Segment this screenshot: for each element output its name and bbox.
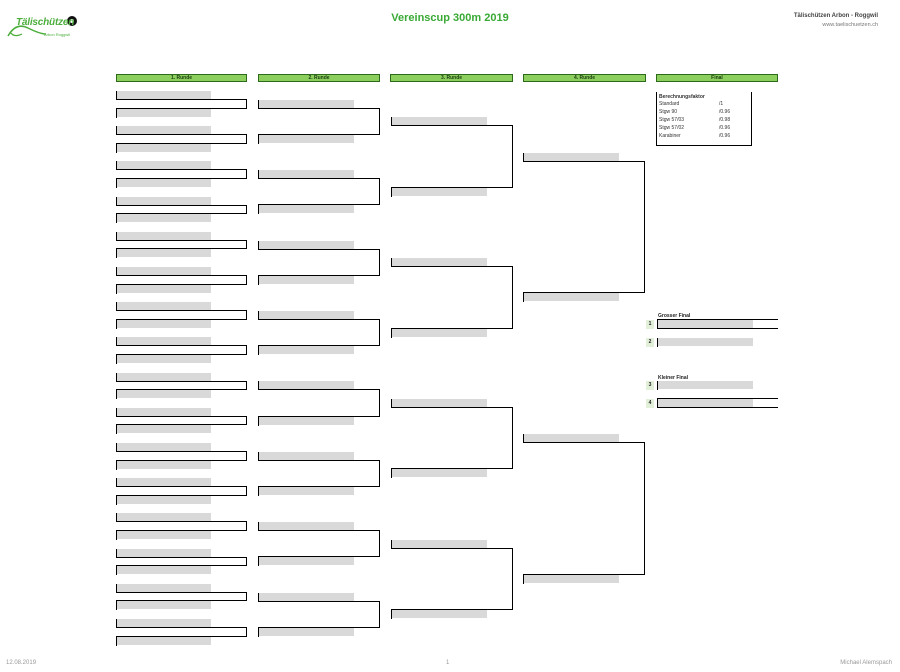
entry-slot[interactable] (116, 566, 211, 574)
entry-slot[interactable] (523, 153, 619, 161)
bracket-line (116, 565, 247, 566)
entry-slot-edge (391, 329, 392, 338)
bracket-line (116, 600, 247, 601)
logo-subtext: Arbon Roggwil (44, 32, 71, 37)
bracket-line (523, 292, 645, 293)
bracket-connector (246, 592, 247, 601)
entry-slot-edge (523, 575, 524, 584)
entry-slot[interactable] (391, 329, 487, 337)
bracket-line (523, 161, 645, 162)
entry-slot-edge (258, 557, 259, 566)
entry-slot[interactable] (116, 584, 211, 592)
bracket-line (116, 319, 247, 320)
footer-author: Michael Alemspach (840, 660, 892, 666)
round-header-2: 2. Runde (258, 74, 380, 82)
entry-slot[interactable] (258, 346, 354, 354)
entry-slot-edge (258, 487, 259, 496)
bracket-connector (379, 601, 380, 628)
round-header-3: 3. Runde (390, 74, 513, 82)
entry-slot[interactable] (116, 549, 211, 557)
bracket-line (116, 178, 247, 179)
entry-slot[interactable] (116, 109, 211, 117)
entry-slot[interactable] (391, 610, 487, 618)
factor-label: Standard (659, 101, 680, 107)
entry-slot[interactable] (116, 197, 211, 205)
bracket-connector (246, 99, 247, 109)
entry-slot[interactable] (116, 531, 211, 539)
bracket-line (391, 407, 513, 408)
bracket-connector (379, 108, 380, 135)
bracket-line (391, 548, 513, 549)
entry-slot[interactable] (116, 302, 211, 310)
bracket-line (391, 468, 513, 469)
bracket-line (258, 556, 380, 557)
entry-slot[interactable] (116, 443, 211, 451)
entry-slot[interactable] (391, 469, 487, 477)
bracket-line (116, 557, 247, 558)
entry-slot-edge (116, 249, 117, 258)
bracket-line (258, 275, 380, 276)
bracket-line (116, 284, 247, 285)
bracket-line (116, 354, 247, 355)
bracket-line (116, 592, 247, 593)
bracket-line (258, 178, 380, 179)
bracket-line (116, 240, 247, 241)
entry-slot-edge (258, 135, 259, 144)
bracket-line (116, 486, 247, 487)
bracket-connector (512, 266, 513, 329)
factor-value: /0.96 (719, 125, 731, 131)
entry-slot-edge (258, 346, 259, 355)
club-url[interactable]: www.taelischuetzen.ch (822, 22, 878, 28)
entry-slot-edge (116, 179, 117, 188)
bracket-connector (246, 205, 247, 214)
entry-slot-edge (116, 461, 117, 470)
bracket-line (258, 627, 380, 628)
final-slot-line (657, 407, 778, 408)
small-final-label: Kleiner Final (658, 375, 689, 381)
entry-slot-edge (116, 285, 117, 294)
entry-slot[interactable] (116, 320, 211, 328)
factor-value: /0.96 (719, 109, 731, 115)
bracket-connector (246, 310, 247, 320)
bracket-line (258, 345, 380, 346)
entry-slot[interactable] (523, 575, 619, 583)
final-slot-edge (657, 381, 658, 390)
bracket-line (258, 108, 380, 109)
entry-slot[interactable] (258, 487, 354, 495)
bracket-connector (512, 548, 513, 610)
entry-slot-edge (391, 188, 392, 197)
bracket-line (116, 381, 247, 382)
entry-slot[interactable] (116, 161, 211, 169)
entry-slot[interactable] (116, 249, 211, 257)
entry-slot[interactable] (258, 276, 354, 284)
bracket-line (391, 328, 513, 329)
bracket-connector (246, 345, 247, 355)
bracket-line (116, 99, 247, 100)
entry-slot-edge (523, 293, 524, 302)
bracket-line (116, 345, 247, 346)
bracket-line (258, 249, 380, 250)
entry-slot[interactable] (116, 408, 211, 416)
entry-slot[interactable] (391, 117, 487, 125)
bracket-line (116, 389, 247, 390)
bracket-connector (379, 460, 380, 487)
entry-slot[interactable] (116, 601, 211, 609)
entry-slot[interactable] (116, 91, 211, 99)
entry-slot[interactable] (116, 478, 211, 486)
entry-slot[interactable] (391, 399, 487, 407)
entry-slot[interactable] (116, 267, 211, 275)
bracket-connector (644, 161, 645, 293)
entry-slot[interactable] (116, 425, 211, 433)
bracket-line (116, 169, 247, 170)
bracket-line (116, 530, 247, 531)
entry-slot[interactable] (258, 628, 354, 636)
entry-slot-edge (258, 276, 259, 285)
entry-slot-edge (258, 628, 259, 637)
entry-slot[interactable] (258, 241, 354, 249)
factor-value: /0.98 (719, 117, 731, 123)
entry-slot[interactable] (258, 452, 354, 460)
bracket-line (116, 627, 247, 628)
entry-slot[interactable] (258, 100, 354, 108)
entry-slot[interactable] (258, 381, 354, 389)
entry-slot[interactable] (523, 293, 619, 301)
bracket-line (116, 108, 247, 109)
bracket-connector (246, 627, 247, 637)
entry-slot-edge (116, 355, 117, 364)
entry-slot[interactable] (116, 355, 211, 363)
bracket-line (391, 125, 513, 126)
entry-slot[interactable] (116, 513, 211, 521)
final-slot-number: 2 (646, 338, 654, 347)
bracket-line (116, 495, 247, 496)
entry-slot[interactable] (258, 557, 354, 565)
entry-slot-edge (116, 214, 117, 223)
bracket-line (258, 389, 380, 390)
entry-slot[interactable] (116, 337, 211, 345)
bracket-connector (246, 169, 247, 179)
footer-page-number: 1 (446, 660, 450, 666)
entry-slot-edge (391, 610, 392, 619)
logo-text: Tälischützen (16, 17, 75, 28)
entry-slot[interactable] (116, 619, 211, 627)
bracket-line (116, 521, 247, 522)
bracket-line (116, 310, 247, 311)
round-header-final: Final (656, 74, 778, 82)
entry-slot[interactable] (391, 188, 487, 196)
bracket-connector (379, 249, 380, 276)
bracket-connector (246, 275, 247, 285)
bracket-connector (246, 240, 247, 249)
entry-slot-edge (116, 320, 117, 329)
entry-slot[interactable] (116, 285, 211, 293)
entry-slot[interactable] (116, 179, 211, 187)
final-slot-field[interactable] (657, 338, 753, 346)
final-slot-number: 3 (646, 381, 654, 390)
bracket-connector (246, 521, 247, 531)
bracket-line (116, 248, 247, 249)
entry-slot[interactable] (116, 496, 211, 504)
bracket-connector (246, 416, 247, 425)
bracket-line (258, 134, 380, 135)
factor-label: Stgw 57/02 (659, 125, 685, 131)
bracket-line (391, 609, 513, 610)
entry-slot-edge (116, 566, 117, 575)
bracket-line (116, 205, 247, 206)
factor-title: Berechnungsfaktor (659, 94, 705, 100)
entry-slot[interactable] (391, 258, 487, 266)
round-header-4: 4. Runde (523, 74, 646, 82)
bracket-line (116, 451, 247, 452)
entry-slot[interactable] (116, 144, 211, 152)
bracket-line (258, 530, 380, 531)
final-slot-number: 4 (646, 399, 654, 408)
entry-slot[interactable] (116, 373, 211, 381)
factor-table (656, 92, 752, 146)
final-slot-edge (657, 338, 658, 347)
entry-slot[interactable] (258, 522, 354, 530)
final-slot-field[interactable] (657, 399, 753, 407)
grand-final-label: Grosser Final (658, 313, 691, 319)
bracket-connector (379, 389, 380, 417)
bracket-line (258, 486, 380, 487)
bracket-connector (246, 557, 247, 566)
factor-value: /0.96 (719, 133, 731, 139)
bracket-line (523, 574, 645, 575)
bracket-connector (246, 134, 247, 144)
entry-slot[interactable] (523, 434, 619, 442)
club-name: Tälischützen Arbon - Roggwil (793, 13, 878, 19)
round-header-1: 1. Runde (116, 74, 247, 82)
bracket-line (116, 460, 247, 461)
bracket-line (258, 416, 380, 417)
page-title: Vereinscup 300m 2019 (391, 12, 509, 24)
bracket-line (116, 143, 247, 144)
bracket-line (116, 275, 247, 276)
bracket-connector (512, 407, 513, 469)
factor-label: Stgw 90 (659, 109, 678, 115)
final-slot-line (657, 319, 778, 320)
bracket-connector (246, 486, 247, 496)
entry-slot[interactable] (258, 593, 354, 601)
entry-slot-edge (116, 144, 117, 153)
factor-label: Stgw 57/03 (659, 117, 685, 123)
bracket-line (523, 442, 645, 443)
entry-slot-edge (258, 417, 259, 426)
bracket-connector (644, 442, 645, 575)
bracket-line (258, 204, 380, 205)
bracket-connector (379, 319, 380, 346)
bracket-line (116, 134, 247, 135)
entry-slot[interactable] (116, 637, 211, 645)
entry-slot[interactable] (258, 205, 354, 213)
final-slot-line (657, 328, 778, 329)
entry-slot-edge (391, 469, 392, 478)
bracket-connector (379, 530, 380, 557)
bracket-line (391, 266, 513, 267)
entry-slot-edge (258, 205, 259, 214)
entry-slot-edge (116, 425, 117, 434)
entry-slot[interactable] (258, 135, 354, 143)
final-slot-field[interactable] (657, 381, 753, 389)
factor-value: /1 (719, 101, 724, 107)
entry-slot-edge (116, 109, 117, 118)
entry-slot[interactable] (258, 170, 354, 178)
bracket-line (258, 601, 380, 602)
entry-slot-edge (116, 390, 117, 399)
final-slot-line (657, 398, 778, 399)
entry-slot-edge (116, 601, 117, 610)
entry-slot[interactable] (116, 461, 211, 469)
footer-date: 12.08.2019 (6, 660, 37, 666)
entry-slot[interactable] (258, 417, 354, 425)
final-slot-field[interactable] (657, 320, 753, 328)
final-slot-number: 1 (646, 320, 654, 329)
entry-slot-edge (116, 531, 117, 540)
bracket-connector (246, 451, 247, 461)
bracket-connector (379, 178, 380, 205)
entry-slot[interactable] (116, 126, 211, 134)
entry-slot[interactable] (391, 540, 487, 548)
entry-slot[interactable] (258, 311, 354, 319)
entry-slot-edge (116, 637, 117, 646)
bracket-line (258, 319, 380, 320)
bracket-line (116, 213, 247, 214)
bracket-connector (512, 125, 513, 188)
factor-label: Karabiner (659, 133, 681, 139)
bracket-line (116, 416, 247, 417)
entry-slot-edge (116, 496, 117, 505)
bracket-connector (246, 381, 247, 390)
entry-slot[interactable] (116, 214, 211, 222)
bracket-line (116, 636, 247, 637)
entry-slot[interactable] (116, 390, 211, 398)
bracket-line (391, 187, 513, 188)
entry-slot[interactable] (116, 232, 211, 240)
bracket-line (258, 460, 380, 461)
bracket-line (116, 424, 247, 425)
